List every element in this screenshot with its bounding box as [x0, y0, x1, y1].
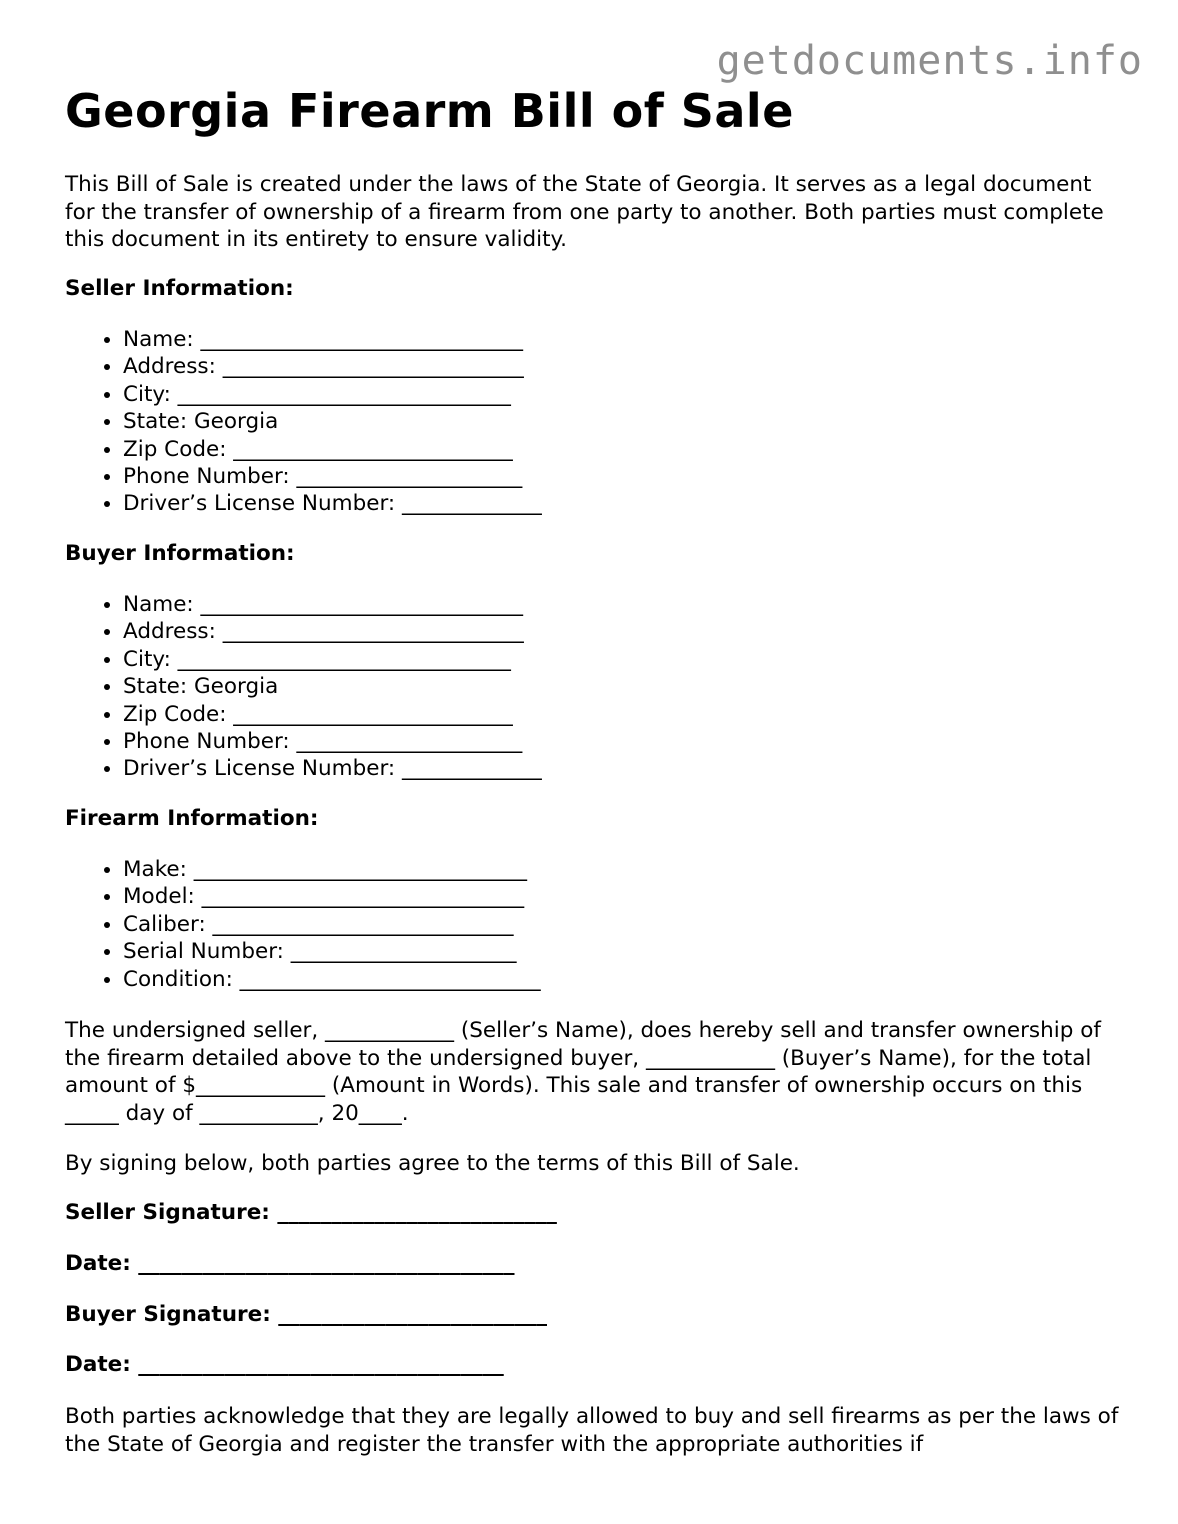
firearm-make-field: • Make: _______________________________ — [123, 856, 541, 883]
seller-heading: Seller Information: — [65, 276, 294, 301]
firearm-heading: Firearm Information: — [65, 806, 319, 831]
seller-signature-line: Seller Signature: __________________________ — [65, 1200, 557, 1225]
buyer-state-field: • State: Georgia — [123, 673, 542, 700]
buyer-zip-field: • Zip Code: __________________________ — [123, 701, 542, 728]
firearm-fields-list — [65, 856, 541, 993]
buyer-heading: Buyer Information: — [65, 541, 295, 566]
acknowledgment-paragraph: Both parties acknowledge that they are legally allowed to buy and sell firearms as per the laws of the State of Georgia and register the transfer with the appropriate authorities if — [65, 1404, 1119, 1457]
seller-address-field: • Address: ____________________________ — [123, 353, 542, 380]
seller-phone-field: • Phone Number: _____________________ — [123, 463, 542, 490]
firearm-model-field: • Model: ______________________________ — [123, 883, 541, 910]
seller-city-field: • City: _______________________________ — [123, 381, 542, 408]
buyer-date-line: Date: __________________________________ — [65, 1352, 504, 1377]
seller-license-field: • Driver’s License Number: _____________ — [123, 490, 542, 517]
document-title: Georgia Firearm Bill of Sale — [65, 84, 794, 138]
seller-state-field: • State: Georgia — [123, 408, 542, 435]
buyer-license-field: • Driver’s License Number: _____________ — [123, 755, 542, 782]
buyer-name-field: • Name: ______________________________ — [123, 591, 542, 618]
seller-date-line: Date: ___________________________________ — [65, 1251, 515, 1276]
firearm-condition-field: • Condition: ____________________________ — [123, 966, 541, 993]
agreement-paragraph: By signing below, both parties agree to the terms of this Bill of Sale. — [65, 1151, 800, 1176]
seller-name-field: • Name: ______________________________ — [123, 326, 542, 353]
seller-zip-field: • Zip Code: __________________________ — [123, 436, 542, 463]
firearm-serial-field: • Serial Number: _____________________ — [123, 938, 541, 965]
buyer-fields-list — [65, 591, 542, 783]
buyer-city-field: • City: _______________________________ — [123, 646, 542, 673]
buyer-signature-line: Buyer Signature: _________________________ — [65, 1302, 548, 1327]
buyer-address-field: • Address: ____________________________ — [123, 618, 542, 645]
seller-fields-list — [65, 326, 542, 518]
watermark: getdocuments.info — [716, 38, 1143, 84]
buyer-phone-field: • Phone Number: _____________________ — [123, 728, 542, 755]
firearm-caliber-field: • Caliber: ____________________________ — [123, 911, 541, 938]
intro-paragraph: This Bill of Sale is created under the laws of the State of Georgia. It serves as a legal document for the transfer of ownership of a firearm from one party to another. Both parties must complete this document in its entirety to ensure validity. — [65, 172, 1104, 252]
transfer-paragraph: The undersigned seller, ____________ (Seller’s Name), does hereby sell and transfer ownership of the firearm detailed above to the undersigned buyer, ____________ (Buyer’s Name), for the total amount of $____________ (Amount in Words). This sale and transfer of ownership occurs on this _____ day of ___________, 20____. — [65, 1018, 1101, 1126]
